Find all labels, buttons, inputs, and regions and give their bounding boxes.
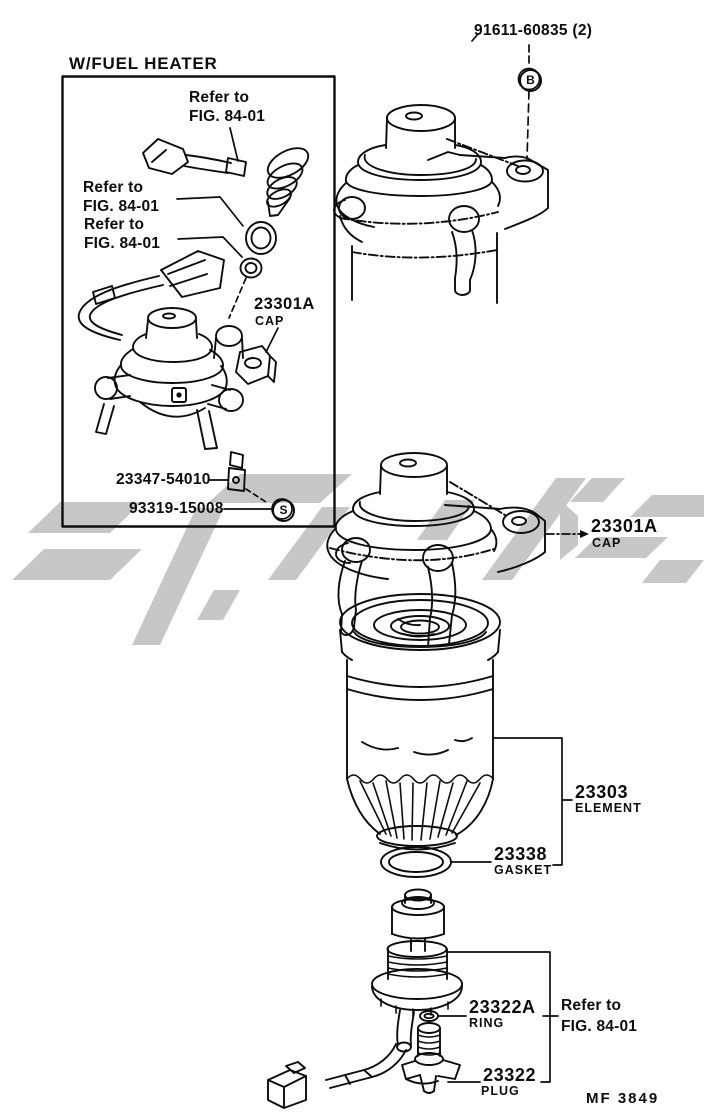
clamp-drawing [228, 452, 245, 491]
refer-note-line1: Refer to [189, 89, 250, 106]
part-number-gasket: 23338 [494, 844, 548, 864]
part-number-bolt: 91611-60835 (2) [474, 22, 593, 39]
refer-note-line2: FIG. 84-01 [83, 198, 160, 215]
part-label-plug: PLUG [481, 1084, 520, 1098]
part-number-element: 23303 [575, 782, 629, 802]
marker-s: S [272, 499, 295, 522]
fuel-heater-drawing [143, 139, 313, 216]
part-number-clamp: 23347-54010 [116, 471, 211, 488]
refer-note-line1: Refer to [83, 179, 144, 196]
refer-note-3 [84, 215, 160, 253]
part-number-ring: 23322A [469, 997, 536, 1017]
part-label-ring: RING [469, 1016, 505, 1030]
filter-head-top-drawing [334, 105, 548, 303]
marker-b: B [519, 69, 542, 92]
refer-note-2 [83, 178, 159, 216]
refer-note-4 [561, 995, 637, 1037]
figure-code: MF 3849 [586, 1090, 660, 1107]
filter-assembly-drawing [327, 453, 548, 877]
part-number-screw: 93319-15008 [129, 500, 224, 517]
refer-note-line1: Refer to [561, 997, 622, 1014]
water-sensor-plug-drawing [268, 890, 462, 1109]
part-label-cap-box: CAP [255, 314, 285, 328]
part-label-element: ELEMENT [575, 801, 642, 815]
refer-note-line2: FIG. 84-01 [561, 1018, 638, 1035]
refer-note-line2: FIG. 84-01 [189, 108, 266, 125]
panel-title: W/FUEL HEATER [69, 54, 218, 73]
part-number-cap-box: 23301A [254, 295, 315, 313]
part-number-plug: 23322 [483, 1065, 537, 1085]
refer-note-line2: FIG. 84-01 [84, 235, 161, 252]
o-rings-drawing [241, 222, 277, 278]
refer-note-1 [189, 88, 265, 126]
priming-pump-drawing [79, 251, 276, 449]
part-label-gasket: GASKET [494, 863, 553, 877]
refer-note-line1: Refer to [84, 216, 145, 233]
part-number-cap: 23301A [591, 516, 658, 536]
part-label-cap: CAP [592, 536, 622, 550]
